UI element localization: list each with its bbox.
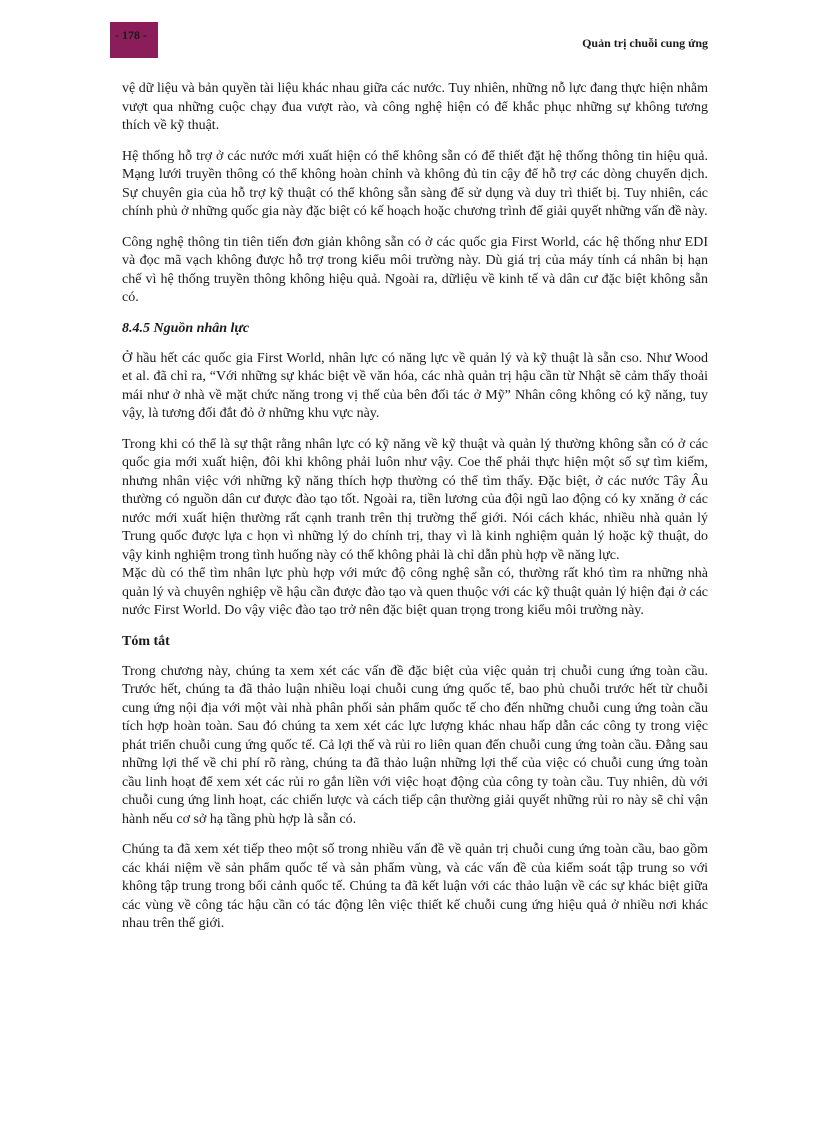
paragraph: Trong chương này, chúng ta xem xét các vấn đề đặc biệt của việc quản trị chuỗi cung ứng toàn cầu. Trước hết, chúng ta đã thảo luận nhiều loại chuỗi cung ứng quốc tế, bao phủ chuỗi trước hết từ chuỗi cung ứng nội địa với một vài nhà phân phối sản phẩm quốc tế cho đến những chuỗi cung ứng toàn cầu tích hợp hoàn toàn. Sau đó chúng ta xem xét các lực lượng khác nhau hấp dẫn các công ty trong việc phát triển chuỗi cung ứng quốc tế. Cả lợi thế và rủi ro liên quan đến chuỗi cung ứng toàn cầu. Đằng sau những lợi thế về chi phí rõ ràng, chúng ta đã thảo luận những lợi thế của việc có chuỗi cung ứng toàn cầu linh hoạt để xem xét các rủi ro gắn liền với việc hoạt động của công ty toàn cầu. Tuy nhiên, dù với chuỗi cung ứng linh hoạt, các chiến lược và cách tiếp cận thường giải quyết những rủi ro này sẽ chỉ vận hành nếu cơ sở hạ tầng phù hợp là sẵn có. — [122, 663, 708, 827]
paragraph: Hệ thống hỗ trợ ở các nước mới xuất hiện có thể không sẵn có để thiết đặt hệ thống thông tin hiệu quả. Mạng lưới truyền thông có thể không hoàn chỉnh và không đủ tin cậy để hỗ trợ các dòng chuyển dịch. Sự chuyên gia của hỗ trợ kỹ thuật có thể không sẵn sàng để sử dụng và duy trì thiết bị. Tuy nhiên, các chính phủ ở những quốc gia này đặc biệt có kế hoạch hoặc chương trình để giải quyết những vấn đề này. — [122, 148, 708, 219]
paragraph: Trong khi có thể là sự thật rằng nhân lực có kỹ năng về kỹ thuật và quản lý thường không sẵn có ở các quốc gia mới xuất hiện, đôi khi không phải luôn như vậy. Coe thể phải thực hiện một số sự tìm kiếm, nhưng nhân việc với những kỹ năng thích hợp thường có thể tìm thấy. Đặc biệt, ở các nước Tây Âu thường có nguồn dân cư được đào tạo tốt. Ngoài ra, tiền lương của đội ngũ lao động có ky xnăng ở các nước mới xuất hiện thường rất cạnh tranh trên thị trường thế giới. Nói cách khác, nhiều nhà quản lý Trung quốc được lựa c họn vì những lý do chính trị, thay vì là kinh nghiệm quản lý hoặc kỹ thuật, do vậy kinh nghiệm trong tình huống này có thể không phải là chỉ dẫn phù hợp về năng lực. — [122, 436, 708, 563]
page-body — [122, 80, 708, 946]
paragraph: Ở hầu hết các quốc gia First World, nhân lực có năng lực về quản lý và kỹ thuật là sẵn cso. Như Wood et al. đã chỉ ra, “Với những sự khác biệt về văn hóa, các nhà quản trị hậu cần từ Nhật sẽ cảm thấy thoải mái như ở nhà về mặt chức năng trong vị thế của bên đối tác ở Mỹ” Nhân công không có kỹ năng, tuy vậy, là tương đối đắt đỏ ở những khu vực này. — [122, 350, 708, 421]
summary-heading: Tóm tắt — [122, 633, 170, 649]
page-number: - 178 - — [115, 28, 147, 42]
section-heading: 8.4.5 Nguồn nhân lực — [122, 320, 250, 336]
paragraph: Chúng ta đã xem xét tiếp theo một số trong nhiều vấn đề về quản trị chuỗi cung ứng toàn cầu, bao gồm các khái niệm về sản phẩm quốc tế và sản phẩm vùng, và các vấn đề của kiểm soát tập trung so với không tập trung trong bối cảnh quốc tế. Chúng ta đã kết luận với các thảo luận về các sự khác biệt giữa các vùng về công tác hậu cần có tác động lên việc thiết kế chuỗi cung ứng hiệu quả ở nhiều nơi khác nhau trên thế giới. — [122, 842, 708, 931]
paragraph: Công nghệ thông tin tiên tiến đơn giản không sẵn có ở các quốc gia First World, các hệ thống như EDI và đọc mã vạch không được hỗ trợ trong kiểu môi trường này. Dù giá trị của máy tính cá nhân bị hạn chế vì hệ thống truyền thông không hiệu quả. Ngoài ra, dữliệu về kinh tế và dân cư đặc biệt không sẵn có. — [122, 234, 708, 305]
paragraph: vệ dữ liệu và bản quyền tài liệu khác nhau giữa các nước. Tuy nhiên, những nỗ lực đang thực hiện nhằm vượt qua những cuộc chạy đua vượt rào, và công nghệ hiện có để khắc phục những sự không tương thích về kỹ thuật. — [122, 81, 708, 133]
paragraph: Mặc dù có thể tìm nhân lực phù hợp với mức độ công nghệ sẵn có, thường rất khó tìm ra những nhà quản lý và chuyên nghiệp về hậu cần được đào tạo và quen thuộc với các kỹ thuật quản lý hiện đại ở các nước First World. Do vậy việc đào tạo trở nên đặc biệt quan trọng trong kiểu môi trường này. — [122, 566, 708, 618]
running-header: Quản trị chuỗi cung ứng — [582, 36, 708, 50]
